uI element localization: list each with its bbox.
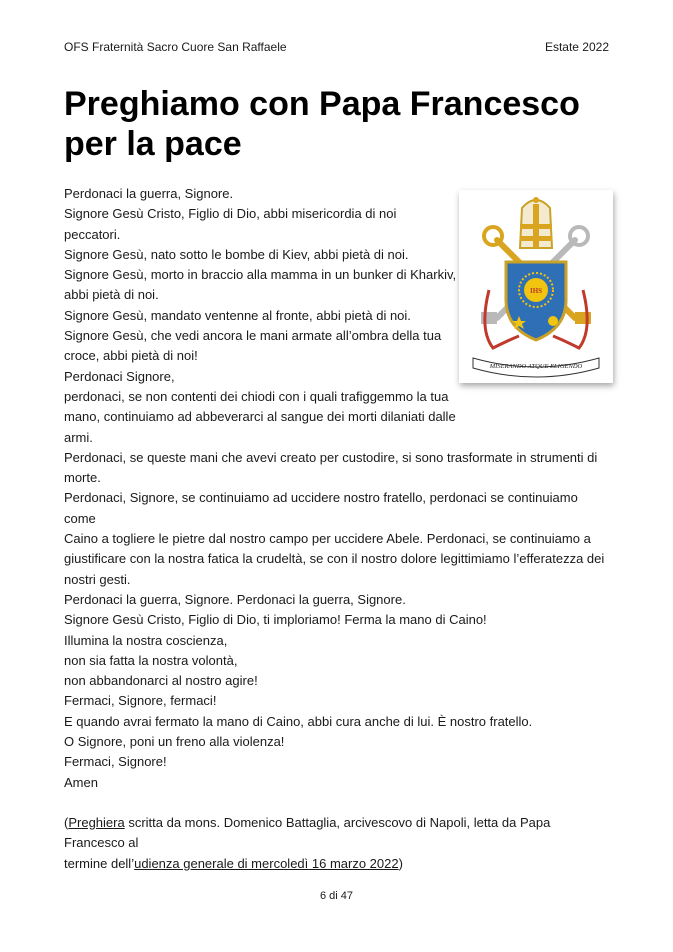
header-left-text: OFS Fraternità Sacro Cuore San Raffaele bbox=[64, 40, 287, 54]
prayer-line: armi. bbox=[64, 429, 93, 445]
prayer-line: Perdonaci Signore, bbox=[64, 368, 175, 384]
prayer-line: Fermaci, Signore, fermaci! bbox=[64, 693, 217, 709]
monogram-text: IHS bbox=[529, 287, 543, 295]
page-header bbox=[64, 40, 609, 56]
prayer-line: morte. bbox=[64, 470, 101, 486]
prayer-line: non abbandonarci al nostro agire! bbox=[64, 673, 258, 689]
source-caption bbox=[64, 813, 612, 874]
motto-text: MISERANDO ATQUE ELIGENDO bbox=[489, 363, 583, 370]
page-number: 6 di 47 bbox=[319, 890, 354, 902]
caption-open-paren: ( bbox=[64, 814, 69, 830]
prayer-line: Perdonaci, se queste mani che avevi creato per custodire, si sono trasformate in strumenti di bbox=[64, 449, 598, 465]
prayer-line: Caino a togliere le pietre dal nostro campo per uccidere Abele. Perdonaci, se continuiamo a bbox=[64, 531, 591, 547]
header-right-text: Estate 2022 bbox=[544, 40, 609, 54]
prayer-text bbox=[64, 184, 612, 874]
prayer-line: Amen bbox=[64, 774, 98, 790]
prayer-line: giustificare con la nostra fatica la crudeltà, se con il nostro dolore legittimiamo l’efferatezza dei bbox=[64, 551, 605, 567]
prayer-line: croce, abbi pietà di noi! bbox=[64, 348, 198, 364]
prayer-line: Signore Gesù, morto in braccio alla mamma in un bunker di Kharkiv, bbox=[64, 267, 457, 283]
prayer-line: nostri gesti. bbox=[64, 571, 131, 587]
caption-text-2: termine dell’ bbox=[64, 855, 135, 871]
prayer-line: Perdonaci la guerra, Signore. bbox=[64, 186, 234, 201]
prayer-line: mano, continuiamo ad abbeverarci al sangue dei morti dilaniati dalle bbox=[64, 409, 456, 425]
prayer-source-link[interactable]: Preghiera bbox=[68, 814, 125, 830]
spacer bbox=[64, 793, 612, 813]
prayer-line: E quando avrai fermato la mano di Caino, abbi cura anche di lui. È nostro fratello. bbox=[64, 713, 533, 729]
prayer-line: Signore Gesù Cristo, Figlio di Dio, abbi misericordia di noi bbox=[64, 206, 397, 222]
prayer-line: abbi pietà di noi. bbox=[64, 287, 159, 303]
prayer-line: non sia fatta la nostra volontà, bbox=[64, 652, 238, 668]
title-line-1: Preghiamo con Papa Francesco bbox=[64, 85, 580, 123]
prayer-line: Signore Gesù, nato sotto le bombe di Kiev, abbi pietà di noi. bbox=[64, 246, 409, 262]
title-line-2: per la pace bbox=[64, 125, 242, 163]
prayer-line: peccatori. bbox=[64, 226, 121, 242]
prayer-line: Illumina la nostra coscienza, bbox=[64, 632, 228, 648]
prayer-line: Signore Gesù, mandato ventenne al fronte, abbi pietà di noi. bbox=[64, 307, 411, 323]
caption-text-1: scritta da mons. Domenico Battaglia, arcivescovo di Napoli, letta da Papa Francesco al bbox=[64, 814, 551, 851]
prayer-line: Signore Gesù Cristo, Figlio di Dio, ti imploriamo! Ferma la mano di Caino! bbox=[64, 612, 487, 628]
prayer-line: Perdonaci, Signore, se continuiamo ad uccidere nostro fratello, perdonaci se continuiamo come bbox=[64, 490, 578, 526]
general-audience-link[interactable]: udienza generale di mercoledì 16 marzo 2022 bbox=[134, 855, 399, 871]
caption-close-paren: ) bbox=[398, 855, 403, 871]
prayer-line: Fermaci, Signore! bbox=[64, 754, 167, 770]
page-title bbox=[64, 84, 624, 164]
prayer-line: Perdonaci la guerra, Signore. Perdonaci la guerra, Signore. bbox=[64, 591, 406, 607]
prayer-line: perdonaci, se non contenti dei chiodi con i quali trafiggemmo la tua bbox=[64, 388, 449, 404]
prayer-line: Signore Gesù, che vedi ancora le mani armate all’ombra della tua bbox=[64, 328, 442, 344]
prayer-line: O Signore, poni un freno alla violenza! bbox=[64, 734, 285, 750]
